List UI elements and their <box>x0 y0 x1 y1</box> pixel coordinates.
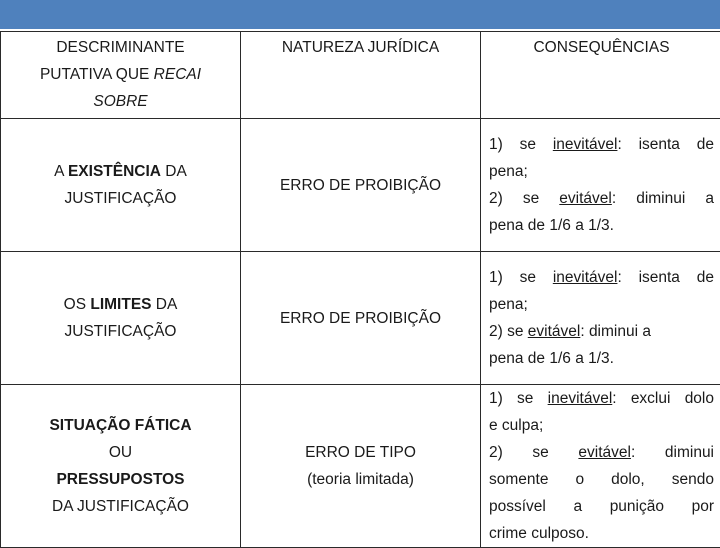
descriminante-cell <box>1 385 241 548</box>
table-row <box>1 252 720 385</box>
table-row <box>1 385 720 548</box>
desc-text: DA JUSTIFICAÇÃO <box>52 498 189 515</box>
cons-line: pena de 1/6 a 1/3. <box>489 212 714 239</box>
consequencias-cell <box>481 385 720 548</box>
desc-bold: PRESSUPOSTOS <box>56 471 184 488</box>
header-natureza: NATUREZA JURÍDICA <box>241 32 481 119</box>
cons-line: 2) se evitável: diminui a <box>489 185 714 212</box>
descriminante-cell <box>1 252 241 385</box>
desc-text: OS <box>64 296 91 313</box>
natureza-cell: ERRO DE PROIBIÇÃO <box>241 252 481 385</box>
table-row <box>1 119 720 252</box>
header-descriminante <box>1 32 241 119</box>
cons-line: pena; <box>489 158 714 185</box>
natureza-text: (teoria limitada) <box>307 471 414 488</box>
cons-line: 1) se inevitável: isenta de <box>489 264 714 291</box>
cons-line: 2) se evitável: diminui <box>489 439 714 466</box>
desc-text: DA <box>152 296 178 313</box>
natureza-cell: ERRO DE PROIBIÇÃO <box>241 119 481 252</box>
cons-line: 2) se evitável: diminui a <box>489 318 714 345</box>
desc-bold: LIMITES <box>90 296 151 313</box>
header-col1-line2a: PUTATIVA QUE <box>40 66 154 83</box>
desc-bold: SITUAÇÃO FÁTICA <box>49 417 191 434</box>
cons-line: possível a punição por <box>489 493 714 520</box>
cons-line: somente o dolo, sendo <box>489 466 714 493</box>
cons-line: pena de 1/6 a 1/3. <box>489 345 714 372</box>
natureza-text: ERRO DE TIPO <box>305 444 416 461</box>
cons-line: e culpa; <box>489 412 714 439</box>
header-col1-line3: SOBRE <box>93 93 147 110</box>
cons-line: pena; <box>489 291 714 318</box>
desc-text: DA <box>161 163 187 180</box>
header-consequencias: CONSEQUÊNCIAS <box>481 32 720 119</box>
title-bar <box>0 0 720 29</box>
table-header-row <box>1 32 720 119</box>
header-col1-line2b: RECAI <box>154 66 201 83</box>
cons-line: crime culposo. <box>489 520 714 547</box>
cons-line: 1) se inevitável: exclui dolo <box>489 385 714 412</box>
header-col1-line1: DESCRIMINANTE <box>56 39 184 56</box>
desc-text: JUSTIFICAÇÃO <box>65 323 177 340</box>
desc-text: JUSTIFICAÇÃO <box>65 190 177 207</box>
consequencias-cell <box>481 252 720 385</box>
natureza-cell <box>241 385 481 548</box>
desc-text: A <box>54 163 68 180</box>
descriminante-cell <box>1 119 241 252</box>
consequencias-cell <box>481 119 720 252</box>
desc-text: OU <box>109 444 132 461</box>
comparison-table <box>0 31 720 548</box>
desc-bold: EXISTÊNCIA <box>68 163 161 180</box>
cons-line: 1) se inevitável: isenta de <box>489 131 714 158</box>
